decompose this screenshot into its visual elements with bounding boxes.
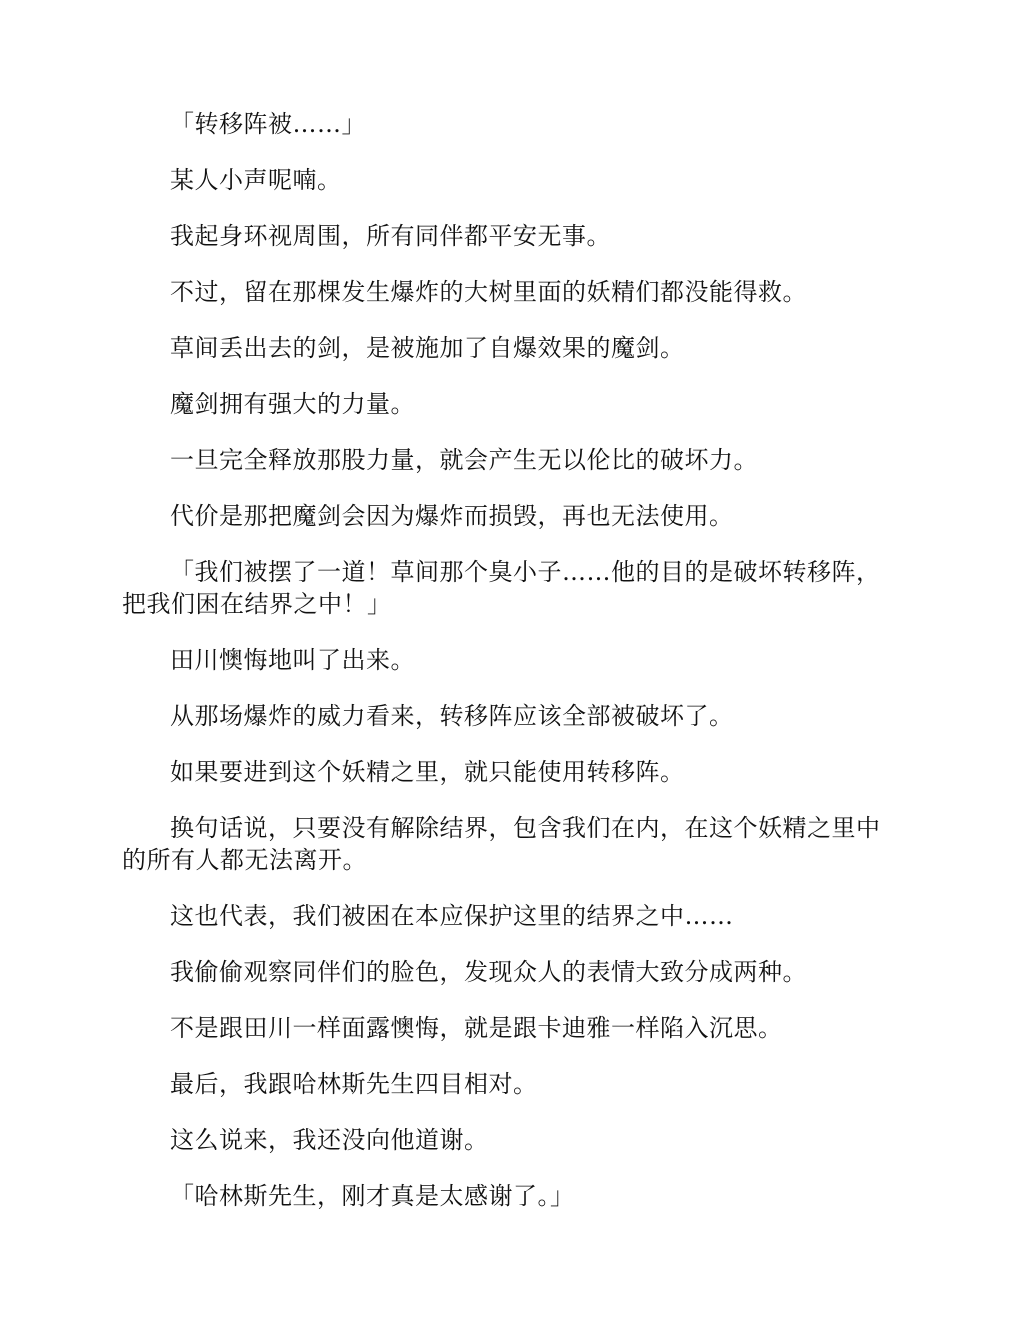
body-text xyxy=(122,108,902,1236)
paragraph: 从那场爆炸的威力看来，转移阵应该全部被破坏了。 xyxy=(170,702,734,730)
paragraph: 这也代表，我们被困在本应保护这里的结界之中…… xyxy=(170,902,734,930)
paragraph: 「转移阵被……」 xyxy=(170,110,366,138)
paragraph: 田川懊悔地叫了出来。 xyxy=(170,646,415,674)
paragraph: 最后，我跟哈林斯先生四目相对。 xyxy=(170,1070,538,1098)
paragraph: 某人小声呢喃。 xyxy=(170,166,342,194)
paragraph: 代价是那把魔剑会因为爆炸而损毁，再也无法使用。 xyxy=(170,502,734,530)
paragraph: 这么说来，我还没向他道谢。 xyxy=(170,1126,489,1154)
paragraph: 草间丢出去的剑，是被施加了自爆效果的魔剑。 xyxy=(170,334,685,362)
paragraph: 如果要进到这个妖精之里，就只能使用转移阵。 xyxy=(170,758,685,786)
paragraph: 换句话说，只要没有解除结界，包含我们在内，在这个妖精之里中的所有人都无法离开。 xyxy=(122,814,881,874)
paragraph: 魔剑拥有强大的力量。 xyxy=(170,390,415,418)
paragraph: 我偷偷观察同伴们的脸色，发现众人的表情大致分成两种。 xyxy=(170,958,807,986)
paragraph: 不过，留在那棵发生爆炸的大树里面的妖精们都没能得救。 xyxy=(170,278,807,306)
paragraph: 不是跟田川一样面露懊悔，就是跟卡迪雅一样陷入沉思。 xyxy=(170,1014,783,1042)
paragraph: 一旦完全释放那股力量，就会产生无以伦比的破坏力。 xyxy=(170,446,758,474)
paragraph: 我起身环视周围，所有同伴都平安无事。 xyxy=(170,222,611,250)
paragraph: 「我们被摆了一道！草间那个臭小子……他的目的是破坏转移阵，把我们困在结界之中！」 xyxy=(122,558,881,618)
paragraph: 「哈林斯先生，刚才真是太感谢了。」 xyxy=(170,1182,575,1210)
